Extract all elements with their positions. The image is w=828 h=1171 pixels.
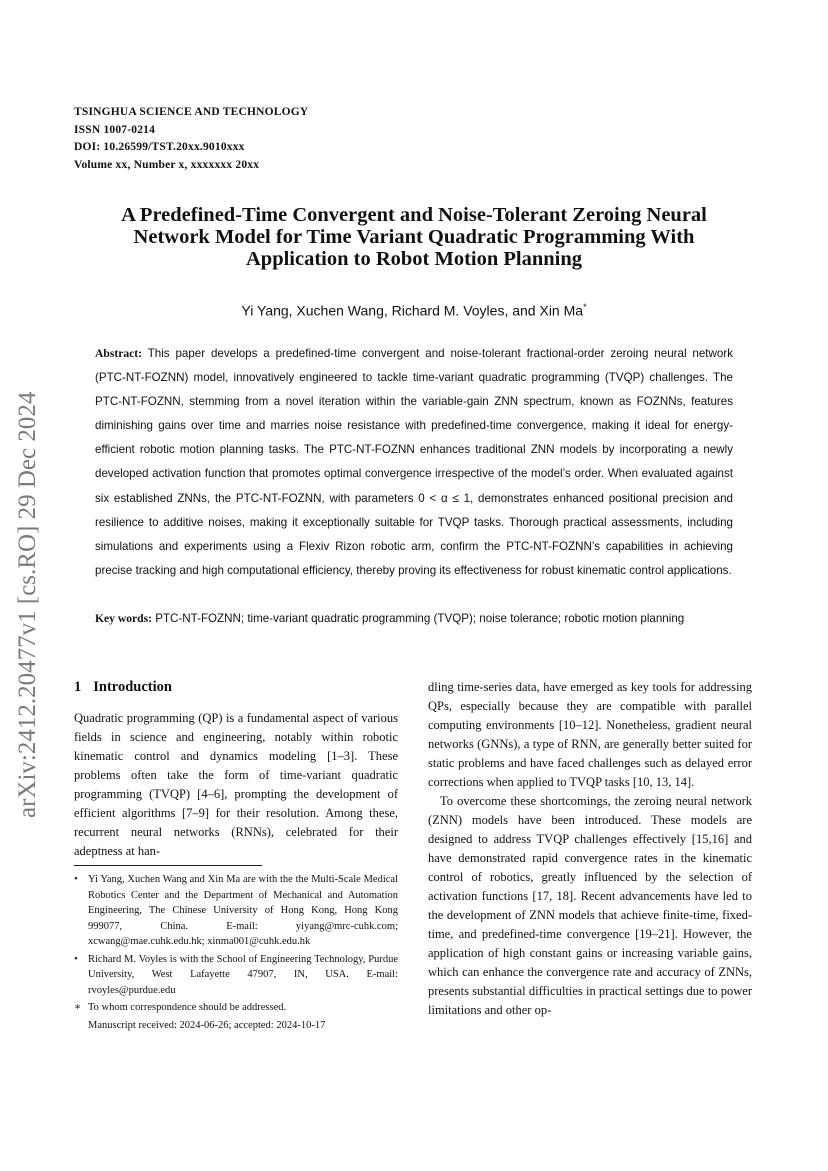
footnote-text: To whom correspondence should be addressed. — [88, 1002, 287, 1013]
footnote — [74, 1000, 398, 1016]
title-line: Application to Robot Motion Planning — [245, 248, 583, 270]
journal-name: TSINGHUA SCIENCE AND TECHNOLOGY — [74, 106, 309, 118]
footnote-text: Yi Yang, Xuchen Wang and Xin Ma are with the the Multi-Scale Medical Robotics Center and the Department of Mechanical and Automation Engineering, The Chinese University of Hong Kong, Hong Kong 999077, China. E-mail: yiyang@mrc-cuhk.com; xcwang@mae.cuhk.edu.hk; xinma001@cuhk.edu.hk — [88, 874, 398, 947]
abstract — [95, 342, 733, 583]
section-title: Introduction — [93, 679, 172, 695]
footnote — [74, 952, 398, 999]
journal-issn: ISSN 1007-0214 — [74, 123, 156, 136]
footnotes — [74, 872, 398, 1033]
body-paragraph: To overcome these shortcomings, the zeroing neural network (ZNN) models have been introduced. These models are designed to address TVQP challenges effectively [15,16] and have demonstrated rapid convergence rates in the kinematic control of robotics, greatly influenced by the selection of activation functions [17, 18]. Recent advancements have led to the development of ZNN models that achieve finite-time, fixed-time, and predefined-time convergence [19–21]. However, the application of high constant gains or increasing variable gains, which can enhance the convergence rate and accuracy of ZNNs, presents substantial difficulties in practical settings due to power limitations and other op- — [428, 794, 752, 1017]
footnote-bullet: • — [74, 953, 78, 965]
author-names: Yi Yang, Xuchen Wang, Richard M. Voyles, and Xin Ma — [241, 302, 584, 319]
paper-title — [74, 204, 754, 270]
footnote-bullet: • — [74, 874, 78, 885]
left-column — [74, 676, 398, 1033]
manuscript-dates: Manuscript received: 2024-06-26; accepted: 2024-10-17 — [88, 1019, 326, 1031]
keywords — [95, 610, 733, 628]
abstract-label: Abstract: — [95, 347, 143, 360]
body-paragraph: Quadratic programming (QP) is a fundamental aspect of various fields in science and engineering, notably within robotic kinematic control and dynamics modeling [1–3]. These problems often take the form of time-variant quadratic programming (TVQP) [4–6], prompting the development of efficient algorithms [7–9] for their resolution. Among these, recurrent neural networks (RNNs), celebrated for their adeptness at han- — [74, 711, 398, 858]
arxiv-identifier: arXiv:2412.20477v1 [cs.RO] 29 Dec 2024 — [14, 391, 41, 819]
right-column — [428, 678, 752, 1020]
keywords-label: Key words: — [95, 612, 152, 625]
footnote-text: Richard M. Voyles is with the School of Engineering Technology, Purdue University, West Lafayette 47907, IN, USA. E-mail: rvoyles@purdue.edu — [88, 953, 398, 996]
footnote-asterisk: ∗ — [74, 1002, 82, 1013]
journal-volume: Volume xx, Number x, xxxxxxx 20xx — [74, 158, 260, 171]
footnote — [74, 872, 398, 950]
body-paragraph: dling time-series data, have emerged as key tools for addressing QPs, especially because they are compatible with parallel computing environments [10–12]. Nonetheless, gradient neural networks (GNNs), a type of RNN, are generally better suited for static problems and have faced challenges such as delayed error corrections when applied to TVQP tasks [10, 13, 14]. — [428, 680, 752, 789]
abstract-text: This paper develops a predefined-time convergent and noise-tolerant fractional-order zeroing neural network (PTC-NT-FOZNN) model, innovatively engineered to tackle time-variant quadratic programming (TVQP) challenges. The PTC-NT-FOZNN, stemming from a novel iteration within the variable-gain ZNN spectrum, known as FOZNNs, features diminishing gains over time and marries noise resistance with predefined-time convergence, making it ideal for energy-efficient robotic motion planning tasks. The PTC-NT-FOZNN enhances traditional ZNN models by incorporating a newly developed activation function that promotes optimal convergence irrespective of the model’s order. When evaluated against six established ZNNs, the PTC-NT-FOZNN, with parameters 0 < α ≤ 1, demonstrates enhanced positional precision and resilience to additive noises, making it exceptionally suitable for TVQP tasks. Thorough practical assessments, including simulations and experiments using a Flexiv Rizon robotic arm, confirm the PTC-NT-FOZNN’s capabilities in achieving precise tracking and high computational efficiency, thereby proving its effectiveness for robust kinematic control applications. — [95, 347, 734, 577]
section-heading — [74, 676, 398, 698]
journal-header — [74, 104, 308, 174]
title-line: A Predefined-Time Convergent and Noise-Tolerant Zeroing Neural — [121, 204, 707, 226]
title-line: Network Model for Time Variant Quadratic Programming With — [133, 226, 695, 248]
journal-doi: DOI: 10.26599/TST.20xx.9010xxx — [74, 141, 245, 153]
section-number: 1 — [74, 679, 82, 695]
author-list — [74, 302, 754, 319]
corresponding-author-mark: * — [583, 302, 587, 312]
footnote-divider — [74, 865, 262, 866]
keywords-text: PTC-NT-FOZNN; time-variant quadratic programming (TVQP); noise tolerance; robotic motion planning — [155, 612, 685, 625]
